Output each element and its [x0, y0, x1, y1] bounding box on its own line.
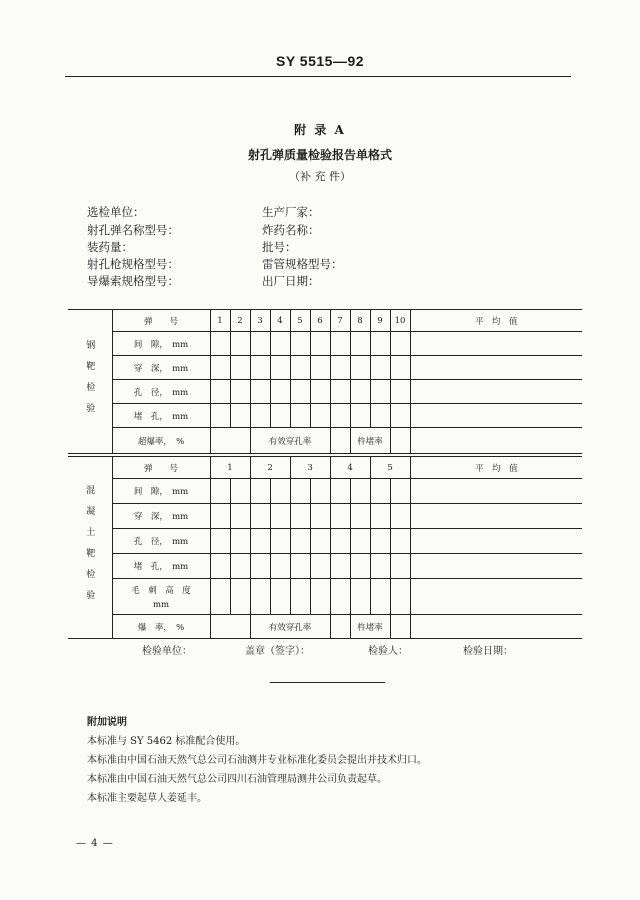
footer-inspection-unit: 检验单位：	[142, 646, 192, 657]
table-row	[68, 615, 582, 639]
concrete-number-1: 1	[210, 457, 250, 479]
table-row	[68, 428, 582, 454]
steel-plug-rate-label: 杵堵率	[350, 428, 390, 454]
table-row	[68, 579, 582, 615]
steel-number-4: 4	[270, 310, 290, 332]
separator-line	[270, 682, 385, 683]
info-batch-number: 批号：	[262, 240, 297, 254]
table-row	[68, 457, 582, 479]
table-row	[68, 380, 582, 404]
info-explosive-name: 炸药名称：	[262, 223, 320, 237]
steel-number-2: 2	[230, 310, 250, 332]
steel-plug-label: 堵 孔， mm	[112, 404, 210, 428]
table-row	[68, 356, 582, 380]
header-rule	[65, 76, 571, 77]
concrete-plug-rate-label: 杵堵率	[350, 615, 390, 639]
steel-gap-label: 间 隙， mm	[112, 332, 210, 356]
steel-target-table	[68, 309, 582, 454]
info-detonator-model: 雷管规格型号：	[262, 257, 343, 271]
concrete-header-label: 弹 号	[112, 457, 210, 479]
appendix-note: （补 充 件）	[289, 170, 351, 183]
steel-penetration-label: 穿 深， mm	[112, 356, 210, 380]
additional-line-4: 本标准主要起草人姜延丰。	[87, 793, 207, 804]
info-charge-amount: 装药量：	[87, 240, 133, 254]
steel-hole-diameter-label: 孔 径， mm	[112, 380, 210, 404]
concrete-number-3: 3	[290, 457, 330, 479]
standard-code: SY 5515—92	[275, 53, 365, 69]
concrete-average-label: 平 均 值	[410, 457, 582, 479]
concrete-target-table	[68, 456, 582, 639]
table-row	[68, 529, 582, 554]
additional-line-2: 本标准由中国石油天然气总公司石油测井专业标准化委员会提出并技术归口。	[87, 755, 427, 766]
concrete-burr-unit: mm	[152, 599, 170, 610]
steel-average-label: 平 均 值	[410, 310, 582, 332]
table-row	[68, 504, 582, 529]
concrete-side-label: 混凝土靶检验	[68, 457, 112, 639]
concrete-penetration-label: 穿 深， mm	[112, 504, 210, 529]
info-charge-model: 射孔弹名称型号：	[87, 223, 179, 237]
footer-stamp: 盖章（签字）：	[245, 646, 310, 657]
table-row	[68, 310, 582, 332]
concrete-number-2: 2	[250, 457, 290, 479]
steel-number-6: 6	[310, 310, 330, 332]
additional-title: 附加说明	[87, 717, 127, 728]
concrete-burr-title: 毛 刺 高 度	[131, 585, 191, 596]
info-manufacture-date: 出厂日期：	[262, 274, 320, 288]
concrete-burst-rate-label: 爆 率， %	[112, 615, 210, 639]
footer-inspector: 检验人：	[368, 646, 408, 657]
table-row	[68, 479, 582, 504]
table-row	[68, 332, 582, 356]
footer-inspection-date: 检验日期：	[463, 646, 513, 657]
steel-number-7: 7	[330, 310, 350, 332]
appendix-title: 附 录 A	[294, 123, 346, 137]
concrete-hole-diameter-label: 孔 径， mm	[112, 529, 210, 554]
concrete-burr-label	[112, 579, 210, 615]
steel-burst-rate-label: 超爆率， %	[112, 428, 210, 454]
additional-line-3: 本标准由中国石油天然气总公司四川石油管理局测井公司负责起草。	[87, 774, 387, 785]
concrete-number-5: 5	[370, 457, 410, 479]
appendix-subtitle: 射孔弹质量检验报告单格式	[247, 148, 392, 162]
steel-side-label: 钢靶检验	[68, 310, 112, 454]
steel-number-1: 1	[210, 310, 230, 332]
concrete-effective-rate-label: 有效穿孔率	[250, 615, 330, 639]
table-row	[68, 404, 582, 428]
steel-number-3: 3	[250, 310, 270, 332]
concrete-plug-label: 堵 孔， mm	[112, 554, 210, 579]
table-row	[68, 554, 582, 579]
steel-header-label: 弹 号	[112, 310, 210, 332]
additional-line-1: 本标准与 SY 5462 标准配合使用。	[87, 736, 246, 747]
info-detonating-cord: 导爆索规格型号：	[87, 274, 179, 288]
info-gun-model: 射孔枪规格型号：	[87, 257, 179, 271]
concrete-number-4: 4	[330, 457, 370, 479]
page-number: — 4 —	[76, 838, 114, 849]
steel-number-9: 9	[370, 310, 390, 332]
steel-effective-rate-label: 有效穿孔率	[250, 428, 330, 454]
steel-number-10: 10	[390, 310, 410, 332]
steel-number-8: 8	[350, 310, 370, 332]
steel-number-5: 5	[290, 310, 310, 332]
info-sampling-unit: 选检单位：	[87, 205, 145, 219]
info-manufacturer: 生产厂家：	[262, 205, 320, 219]
concrete-gap-label: 间 隙， mm	[112, 479, 210, 504]
